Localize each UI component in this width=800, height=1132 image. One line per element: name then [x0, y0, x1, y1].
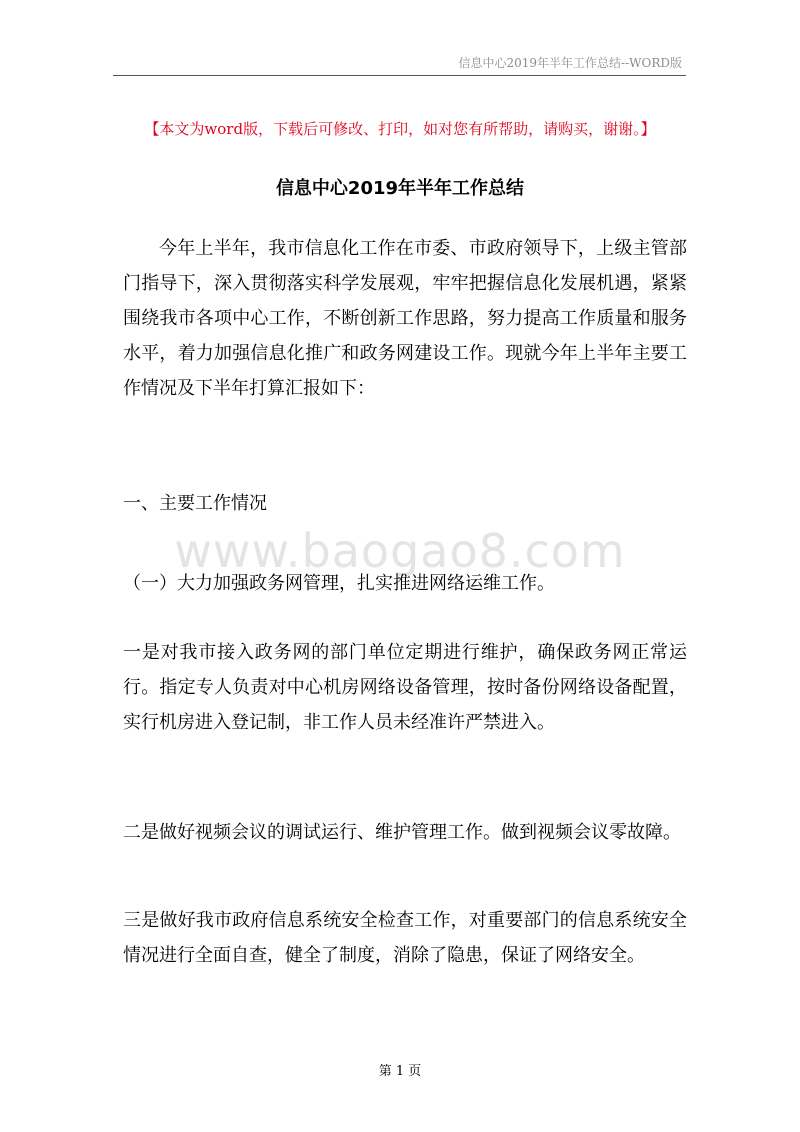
- list-item: 三是做好我市政府信息系统安全检查工作，对重要部门的信息系统安全情况进行全面自查，健全了制度，消除了隐患，保证了网络安全。: [123, 910, 687, 966]
- page-number: 第 1 页: [378, 1064, 422, 1079]
- purchase-notice: 【本文为word版，下载后可修改、打印，如对您有所帮助，请购买，谢谢。】: [144, 120, 656, 138]
- document-title: 信息中心2019年半年工作总结: [275, 178, 525, 199]
- watermark-text: www.baogao8.com: [174, 524, 626, 578]
- list-item: 二是做好视频会议的调试运行、维护管理工作。做到视频会议零故障。: [123, 822, 681, 843]
- running-header-text: 信息中心2019年半年工作总结--WORD版: [458, 56, 682, 70]
- section-heading-main-work: 一、主要工作情况: [123, 493, 267, 514]
- list-item: 一是对我市接入政务网的部门单位定期进行维护，确保政务网正常运行。指定专人负责对中心机房网络设备管理，按时备份网络设备配置，实行机房进入登记制，非工作人员未经准许严禁进入。: [123, 642, 687, 733]
- header-divider: [113, 75, 686, 76]
- subsection-heading-network: （一）大力加强政务网管理，扎实推进网络运维工作。: [123, 573, 555, 594]
- intro-paragraph: 今年上半年，我市信息化工作在市委、市政府领导下，上级主管部门指导下，深入贯彻落实科学发展观，牢牢把握信息化发展机遇，紧紧围绕我市各项中心工作，不断创新工作思路，努力提高工作质量和服务水平，着力加强信息化推广和政务网建设工作。现就今年上半年主要工作情况及下半年打算汇报如下：: [123, 238, 687, 399]
